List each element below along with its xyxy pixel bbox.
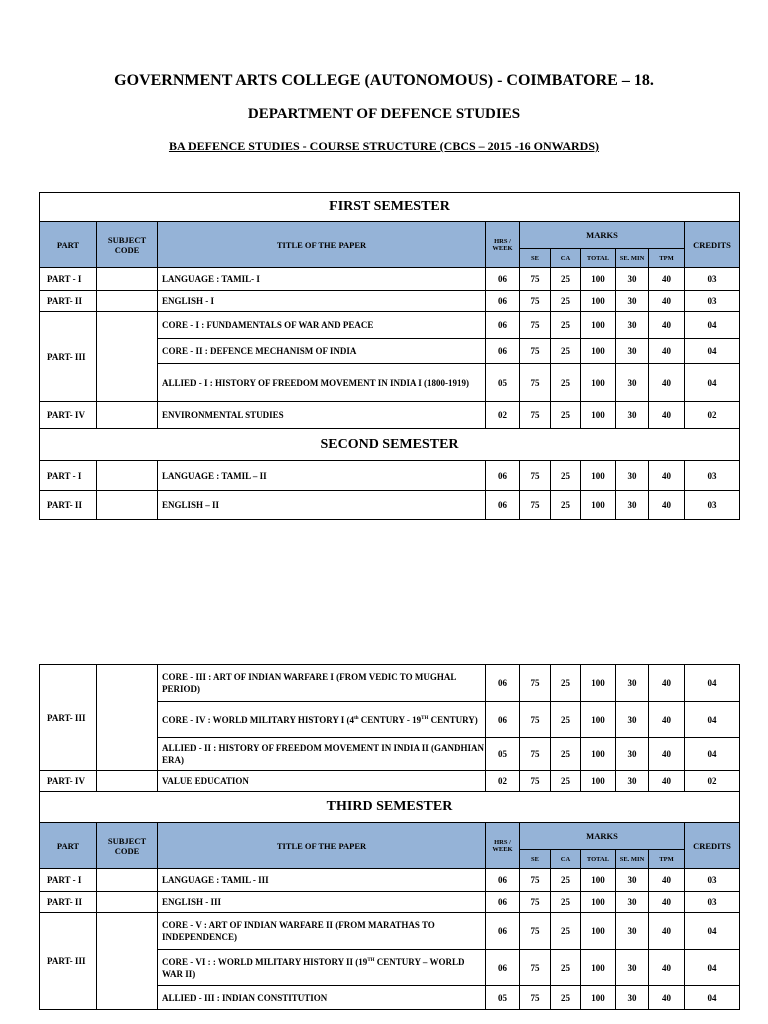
ca-cell: 25	[551, 869, 581, 892]
se-min-cell: 30	[616, 986, 649, 1010]
ca-cell: 25	[551, 312, 581, 339]
title-cell: ALLIED - I : HISTORY OF FREEDOM MOVEMENT IN INDIA I (1800-1919)	[158, 364, 486, 402]
table-row	[40, 869, 740, 892]
credits-cell: 04	[685, 702, 740, 738]
total-cell: 100	[581, 364, 616, 402]
credits-cell: 03	[685, 291, 740, 312]
col-credits: CREDITS	[685, 222, 740, 268]
subject-code-cell	[97, 771, 158, 792]
total-cell: 100	[581, 461, 616, 491]
ca-cell: 25	[551, 986, 581, 1010]
title-cell: ALLIED - III : INDIAN CONSTITUTION	[158, 986, 486, 1010]
se-cell: 75	[520, 950, 551, 986]
subject-code-cell	[97, 913, 158, 1010]
total-cell: 100	[581, 268, 616, 291]
total-cell: 100	[581, 771, 616, 792]
tpm-cell: 40	[649, 402, 685, 429]
title-cell: CORE - II : DEFENCE MECHANISM OF INDIA	[158, 339, 486, 364]
hrs-cell: 06	[486, 913, 520, 950]
hrs-cell: 06	[486, 339, 520, 364]
total-cell: 100	[581, 950, 616, 986]
credits-cell: 04	[685, 738, 740, 771]
se-min-cell: 30	[616, 402, 649, 429]
credits-cell: 04	[685, 339, 740, 364]
ca-cell: 25	[551, 913, 581, 950]
hrs-cell: 06	[486, 950, 520, 986]
hrs-cell: 06	[486, 665, 520, 702]
hrs-cell: 06	[486, 892, 520, 913]
credits-cell: 04	[685, 913, 740, 950]
part-cell: PART- III	[40, 312, 97, 402]
credits-cell: 03	[685, 268, 740, 291]
semester-title: THIRD SEMESTER	[40, 792, 740, 823]
table-row	[40, 913, 740, 950]
title-cell: LANGUAGE : TAMIL – II	[158, 461, 486, 491]
ca-cell: 25	[551, 702, 581, 738]
ca-cell: 25	[551, 268, 581, 291]
part-cell: PART - I	[40, 461, 97, 491]
col-credits: CREDITS	[685, 823, 740, 869]
se-cell: 75	[520, 491, 551, 520]
title-cell: CORE - IV : WORLD MILITARY HISTORY I (4th CENTURY - 19TH CENTURY)	[158, 702, 486, 738]
tpm-cell: 40	[649, 986, 685, 1010]
tpm-cell: 40	[649, 950, 685, 986]
tpm-cell: 40	[649, 491, 685, 520]
semester-title: FIRST SEMESTER	[40, 193, 740, 222]
se-cell: 75	[520, 339, 551, 364]
col-ca: CA	[551, 850, 581, 869]
ca-cell: 25	[551, 950, 581, 986]
title-cell: CORE - I : FUNDAMENTALS OF WAR AND PEACE	[158, 312, 486, 339]
se-min-cell: 30	[616, 491, 649, 520]
se-min-cell: 30	[616, 913, 649, 950]
total-cell: 100	[581, 402, 616, 429]
total-cell: 100	[581, 665, 616, 702]
tpm-cell: 40	[649, 665, 685, 702]
college-title: GOVERNMENT ARTS COLLEGE (AUTONOMOUS) - COIMBATORE – 18.	[114, 72, 654, 89]
table-row	[40, 771, 740, 792]
title-cell: LANGUAGE : TAMIL - III	[158, 869, 486, 892]
se-cell: 75	[520, 738, 551, 771]
ca-cell: 25	[551, 364, 581, 402]
tpm-cell: 40	[649, 702, 685, 738]
table-row	[40, 892, 740, 913]
hrs-cell: 05	[486, 986, 520, 1010]
col-se: SE	[520, 850, 551, 869]
course-structure-title: BA DEFENCE STUDIES - COURSE STRUCTURE (CBCS – 2015 -16 ONWARDS)	[168, 139, 600, 153]
col-part: PART	[40, 222, 97, 268]
part-cell: PART - I	[40, 869, 97, 892]
table-row	[40, 665, 740, 702]
ca-cell: 25	[551, 665, 581, 702]
table-row	[40, 312, 740, 339]
col-hrs: HRS / WEEK	[486, 222, 520, 268]
col-se-min: SE. MIN	[616, 249, 649, 268]
se-min-cell: 30	[616, 364, 649, 402]
part-cell: PART- II	[40, 491, 97, 520]
se-cell: 75	[520, 986, 551, 1010]
subject-code-cell	[97, 402, 158, 429]
credits-cell: 04	[685, 312, 740, 339]
title-cell: LANGUAGE : TAMIL- I	[158, 268, 486, 291]
hrs-cell: 05	[486, 738, 520, 771]
tpm-cell: 40	[649, 312, 685, 339]
credits-cell: 04	[685, 665, 740, 702]
credits-cell: 04	[685, 950, 740, 986]
tpm-cell: 40	[649, 364, 685, 402]
title-cell: CORE - V : ART OF INDIAN WARFARE II (FROM MARATHAS TO INDEPENDENCE)	[158, 913, 486, 950]
credits-cell: 03	[685, 491, 740, 520]
hrs-cell: 06	[486, 268, 520, 291]
part-cell: PART- II	[40, 291, 97, 312]
col-title: TITLE OF THE PAPER	[158, 222, 486, 268]
part-cell: PART - I	[40, 268, 97, 291]
col-total: TOTAL	[581, 850, 616, 869]
credits-cell: 03	[685, 461, 740, 491]
credits-cell: 02	[685, 402, 740, 429]
total-cell: 100	[581, 986, 616, 1010]
col-subject-code: SUBJECT CODE	[97, 222, 158, 268]
tpm-cell: 40	[649, 892, 685, 913]
credits-cell: 04	[685, 986, 740, 1010]
col-total: TOTAL	[581, 249, 616, 268]
total-cell: 100	[581, 312, 616, 339]
table-row	[40, 402, 740, 429]
hrs-cell: 06	[486, 491, 520, 520]
total-cell: 100	[581, 913, 616, 950]
se-min-cell: 30	[616, 950, 649, 986]
se-cell: 75	[520, 869, 551, 892]
subject-code-cell	[97, 461, 158, 491]
part-cell: PART- III	[40, 913, 97, 1010]
se-cell: 75	[520, 892, 551, 913]
course-table-page2	[39, 664, 740, 1010]
subject-code-cell	[97, 312, 158, 402]
ca-cell: 25	[551, 461, 581, 491]
ca-cell: 25	[551, 771, 581, 792]
col-marks: MARKS	[520, 222, 685, 249]
hrs-cell: 05	[486, 364, 520, 402]
tpm-cell: 40	[649, 869, 685, 892]
hrs-cell: 06	[486, 702, 520, 738]
course-table-page1	[39, 192, 740, 520]
title-cell: ENGLISH – II	[158, 491, 486, 520]
se-min-cell: 30	[616, 268, 649, 291]
se-cell: 75	[520, 702, 551, 738]
semester-title: SECOND SEMESTER	[40, 429, 740, 461]
ca-cell: 25	[551, 892, 581, 913]
subject-code-cell	[97, 665, 158, 771]
title-cell: VALUE EDUCATION	[158, 771, 486, 792]
se-min-cell: 30	[616, 892, 649, 913]
title-cell: ALLIED - II : HISTORY OF FREEDOM MOVEMENT IN INDIA II (GANDHIAN ERA)	[158, 738, 486, 771]
ca-cell: 25	[551, 339, 581, 364]
part-cell: PART- II	[40, 892, 97, 913]
credits-cell: 03	[685, 869, 740, 892]
ca-cell: 25	[551, 291, 581, 312]
hrs-cell: 06	[486, 312, 520, 339]
se-cell: 75	[520, 771, 551, 792]
tpm-cell: 40	[649, 291, 685, 312]
title-cell: CORE - VI : : WORLD MILITARY HISTORY II (19TH CENTURY – WORLD WAR II)	[158, 950, 486, 986]
part-cell: PART- IV	[40, 402, 97, 429]
col-marks: MARKS	[520, 823, 685, 850]
hrs-cell: 02	[486, 402, 520, 429]
col-se-min: SE. MIN	[616, 850, 649, 869]
table-row	[40, 461, 740, 491]
subject-code-cell	[97, 291, 158, 312]
total-cell: 100	[581, 738, 616, 771]
se-min-cell: 30	[616, 738, 649, 771]
title-cell: ENGLISH - III	[158, 892, 486, 913]
total-cell: 100	[581, 339, 616, 364]
col-hrs: HRS / WEEK	[486, 823, 520, 869]
title-cell: CORE - III : ART OF INDIAN WARFARE I (FROM VEDIC TO MUGHAL PERIOD)	[158, 665, 486, 702]
col-subject-code: SUBJECT CODE	[97, 823, 158, 869]
subject-code-cell	[97, 268, 158, 291]
tpm-cell: 40	[649, 771, 685, 792]
hrs-cell: 06	[486, 461, 520, 491]
total-cell: 100	[581, 869, 616, 892]
se-min-cell: 30	[616, 665, 649, 702]
hrs-cell: 06	[486, 869, 520, 892]
hrs-cell: 06	[486, 291, 520, 312]
total-cell: 100	[581, 291, 616, 312]
col-se: SE	[520, 249, 551, 268]
se-cell: 75	[520, 312, 551, 339]
credits-cell: 03	[685, 892, 740, 913]
col-title: TITLE OF THE PAPER	[158, 823, 486, 869]
col-tpm: TPM	[649, 850, 685, 869]
credits-cell: 04	[685, 364, 740, 402]
se-min-cell: 30	[616, 312, 649, 339]
col-ca: CA	[551, 249, 581, 268]
total-cell: 100	[581, 491, 616, 520]
part-cell: PART- IV	[40, 771, 97, 792]
se-min-cell: 30	[616, 702, 649, 738]
ca-cell: 25	[551, 491, 581, 520]
total-cell: 100	[581, 702, 616, 738]
tpm-cell: 40	[649, 339, 685, 364]
se-min-cell: 30	[616, 771, 649, 792]
total-cell: 100	[581, 892, 616, 913]
se-min-cell: 30	[616, 461, 649, 491]
subject-code-cell	[97, 892, 158, 913]
se-min-cell: 30	[616, 869, 649, 892]
ca-cell: 25	[551, 738, 581, 771]
se-cell: 75	[520, 291, 551, 312]
tpm-cell: 40	[649, 913, 685, 950]
part-cell: PART- III	[40, 665, 97, 771]
credits-cell: 02	[685, 771, 740, 792]
title-cell: ENVIRONMENTAL STUDIES	[158, 402, 486, 429]
col-part: PART	[40, 823, 97, 869]
se-cell: 75	[520, 402, 551, 429]
se-cell: 75	[520, 364, 551, 402]
se-cell: 75	[520, 665, 551, 702]
tpm-cell: 40	[649, 461, 685, 491]
se-cell: 75	[520, 268, 551, 291]
table-row	[40, 491, 740, 520]
col-tpm: TPM	[649, 249, 685, 268]
se-min-cell: 30	[616, 291, 649, 312]
subject-code-cell	[97, 869, 158, 892]
se-cell: 75	[520, 913, 551, 950]
tpm-cell: 40	[649, 268, 685, 291]
table-row	[40, 291, 740, 312]
se-cell: 75	[520, 461, 551, 491]
hrs-cell: 02	[486, 771, 520, 792]
table-row	[40, 268, 740, 291]
se-min-cell: 30	[616, 339, 649, 364]
title-cell: ENGLISH - I	[158, 291, 486, 312]
department-title: DEPARTMENT OF DEFENCE STUDIES	[247, 106, 521, 122]
subject-code-cell	[97, 491, 158, 520]
tpm-cell: 40	[649, 738, 685, 771]
ca-cell: 25	[551, 402, 581, 429]
